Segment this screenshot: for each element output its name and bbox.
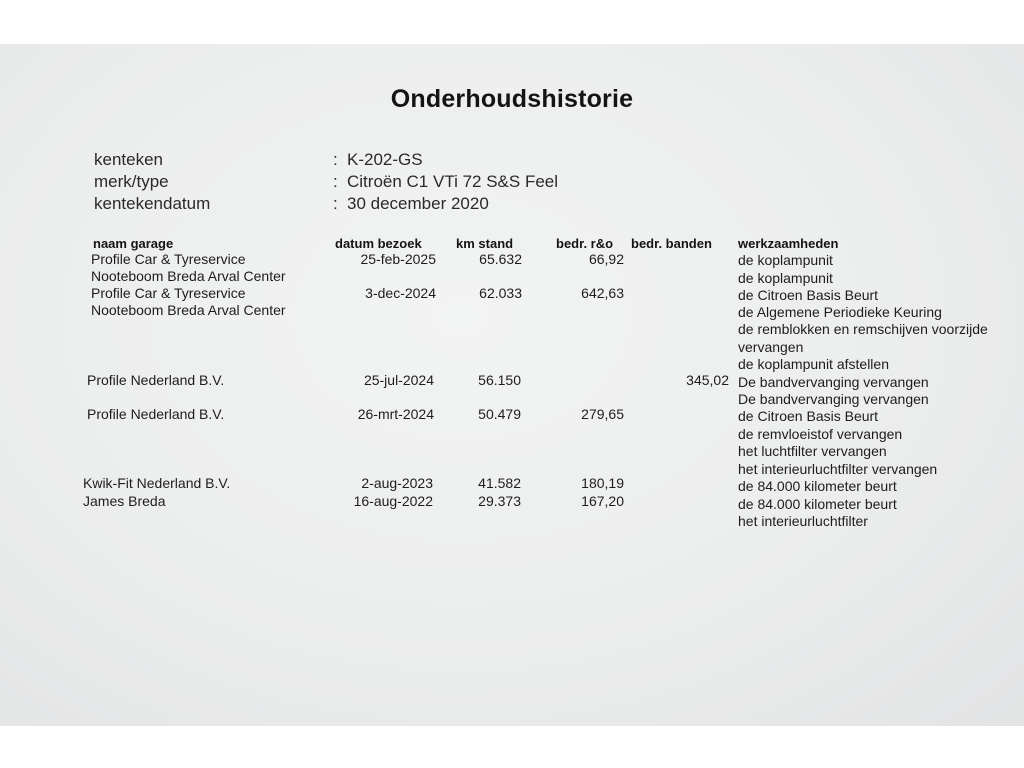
header-km: km stand [456, 236, 514, 251]
visit-km: 29.373 [478, 493, 521, 509]
visit-amount-ro: 180,19 [581, 475, 624, 491]
visit-km: 56.150 [478, 372, 521, 388]
work-item: de koplampunit [738, 252, 833, 268]
visit-amount-ro: 167,20 [581, 493, 624, 509]
work-item: het luchtfilter vervangen [738, 443, 887, 459]
work-item: vervangen [738, 339, 804, 355]
visit-date: 26-mrt-2024 [357, 406, 434, 422]
header-tyres: bedr. banden [631, 236, 712, 251]
page-title: Onderhoudshistorie [390, 85, 634, 113]
work-item: de remblokken en remschijven voorzijde [738, 321, 988, 337]
visit-date: 3-dec-2024 [365, 285, 436, 301]
garage-name: Profile Car & Tyreservice [91, 285, 246, 301]
work-item: het interieurluchtfilter [738, 513, 868, 529]
work-item: De bandvervanging vervangen [738, 391, 929, 407]
work-item: de Citroen Basis Beurt [738, 287, 879, 303]
visit-amount-tyres: 345,02 [686, 372, 729, 388]
header-ro: bedr. r&o [556, 236, 614, 251]
work-item: De bandvervanging vervangen [738, 374, 929, 390]
header-work: werkzaamheden [738, 236, 839, 251]
visit-amount-ro: 66,92 [588, 251, 624, 267]
garage-name: Profile Nederland B.V. [87, 406, 225, 422]
garage-name: James Breda [83, 493, 166, 509]
garage-name: Profile Car & Tyreservice [91, 251, 246, 267]
header-date: datum bezoek [335, 236, 422, 251]
license-plate-label: kenteken [94, 150, 163, 169]
work-item: de remvloeistof vervangen [738, 426, 903, 442]
make-type-label: merk/type [94, 172, 169, 191]
work-item: de Citroen Basis Beurt [738, 408, 879, 424]
work-item: de 84.000 kilometer beurt [738, 478, 897, 494]
visit-km: 62.033 [479, 285, 522, 301]
make-type-value: : Citroën C1 VTi 72 S&S Feel [333, 172, 559, 191]
visit-amount-ro: 642,63 [581, 285, 624, 301]
visit-km: 65.632 [479, 251, 522, 267]
visit-date: 25-feb-2025 [360, 251, 436, 267]
registration-date-value: : 30 december 2020 [333, 194, 489, 213]
garage-name: Kwik-Fit Nederland B.V. [83, 475, 231, 491]
work-item: de koplampunit [738, 270, 833, 286]
license-plate-value: : K-202-GS [333, 150, 423, 169]
header-garage: naam garage [93, 236, 174, 251]
visit-km: 50.479 [478, 406, 521, 422]
garage-name: Nooteboom Breda Arval Center [91, 302, 286, 318]
visit-date: 16-aug-2022 [353, 493, 433, 509]
visit-amount-ro: 279,65 [581, 406, 624, 422]
visit-km: 41.582 [478, 475, 521, 491]
work-item: het interieurluchtfilter vervangen [738, 461, 938, 477]
work-item: de 84.000 kilometer beurt [738, 496, 897, 512]
work-item: de Algemene Periodieke Keuring [738, 304, 942, 320]
visit-date: 2-aug-2023 [361, 475, 433, 491]
registration-date-label: kentekendatum [94, 194, 211, 213]
garage-name: Profile Nederland B.V. [87, 372, 225, 388]
garage-name: Nooteboom Breda Arval Center [91, 268, 286, 284]
work-item: de koplampunit afstellen [738, 356, 889, 372]
visit-date: 25-jul-2024 [363, 372, 434, 388]
